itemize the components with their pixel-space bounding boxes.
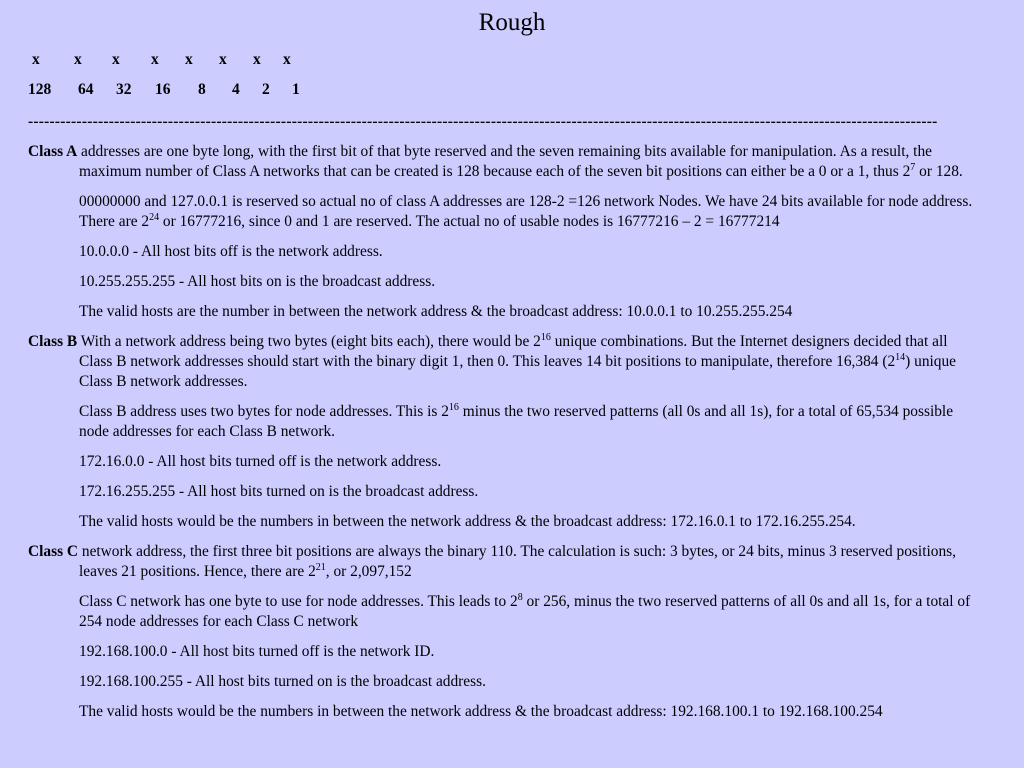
bit-mark: x [253, 51, 261, 68]
bit-value: 64 [78, 81, 94, 98]
class-a-intro: Class A addresses are one byte long, with the first bit of that byte reserved and the seven remaining bits available for manipulation. As a result, the maximum number of Class A networks that can be created is 128 because each of the seven bit positions can either be a 0 or a 1, thus $2^7$ or 128. [28, 143, 963, 180]
bit-value: 1 [292, 81, 300, 98]
bit-mark: x [112, 51, 120, 68]
class-a-nodes: 00000000 and 127.0.0.1 is reserved so actual no of class A addresses are 128-2 =126 network Nodes. We have 24 bits available for node address. There are $2^{24}$ or 16777216, since 0 and 1 are reserved. The actual no of usable nodes is 16777216 – 2 = 16777214 [79, 193, 973, 230]
class-a-valid-hosts: The valid hosts are the number in between the network address & the broadcast address: 10.0.0.1 to 10.255.255.254 [79, 303, 793, 320]
bit-value: 16 [155, 81, 171, 98]
bit-mark: x [219, 51, 227, 68]
class-b-broadcast-address: 172.16.255.255 - All host bits turned on is the broadcast address. [79, 483, 479, 500]
class-b-section [28, 332, 983, 532]
bit-mark: x [151, 51, 159, 68]
content-body [28, 142, 983, 732]
class-c-intro: Class C network address, the first three bit positions are always the binary 110. The calculation is such: 3 bytes, or 24 bits, minus 3 reserved positions, leaves 21 positions. Hence, there are $2^{21}$, or 2,097,152 [28, 543, 956, 580]
bit-value: 4 [232, 81, 240, 98]
class-a-section [28, 142, 983, 322]
class-b-intro: Class B With a network address being two bytes (eight bits each), there would be $2^{16}$ unique combinations. But the Internet designers decided that all Class B network addresses should start with the binary digit 1, then 0. This leaves 14 bit positions to manipulate, therefore 16,384 $(2^{14})$ unique Class B network addresses. [28, 331, 957, 390]
bit-value: 2 [262, 81, 270, 98]
divider-line: ------------------------------------------------------------------------------------------------------------------------------------------------------------------------- [28, 113, 938, 130]
page-title: Rough [478, 9, 546, 36]
class-b-label: Class B [28, 333, 78, 350]
class-c-network-address: 192.168.100.0 - All host bits turned off is the network ID. [79, 643, 435, 660]
bit-mark: x [74, 51, 82, 68]
bit-value: 32 [116, 81, 132, 98]
class-a-network-address: 10.0.0.0 - All host bits off is the network address. [79, 243, 383, 260]
class-c-label: Class C [28, 543, 79, 560]
bit-value: 128 [28, 81, 52, 98]
bit-mark: x [283, 51, 291, 68]
class-a-broadcast-address: 10.255.255.255 - All host bits on is the broadcast address. [79, 273, 436, 290]
class-c-valid-hosts: The valid hosts would be the numbers in between the network address & the broadcast address: 192.168.100.1 to 192.168.100.254 [79, 703, 883, 720]
class-b-network-address: 172.16.0.0 - All host bits turned off is the network address. [79, 453, 442, 470]
class-b-nodes: Class B address uses two bytes for node addresses. This is $2^{16}$ minus the two reserved patterns (all 0s and all 1s), for a total of 65,534 possible node addresses for each Class B network. [79, 401, 954, 440]
class-c-broadcast-address: 192.168.100.255 - All host bits turned on is the broadcast address. [79, 673, 486, 690]
bit-value: 8 [198, 81, 206, 98]
class-a-label: Class A [28, 143, 78, 160]
class-c-nodes: Class C network has one byte to use for node addresses. This leads to $2^8$ or 256, minus the two reserved patterns of all 0s and all 1s, for a total of 254 node addresses for each Class C network [79, 591, 971, 630]
class-b-valid-hosts: The valid hosts would be the numbers in between the network address & the broadcast address: 172.16.0.1 to 172.16.255.254. [79, 513, 856, 530]
bit-mark: x [32, 51, 40, 68]
bit-mark: x [185, 51, 193, 68]
class-c-section [28, 542, 983, 722]
